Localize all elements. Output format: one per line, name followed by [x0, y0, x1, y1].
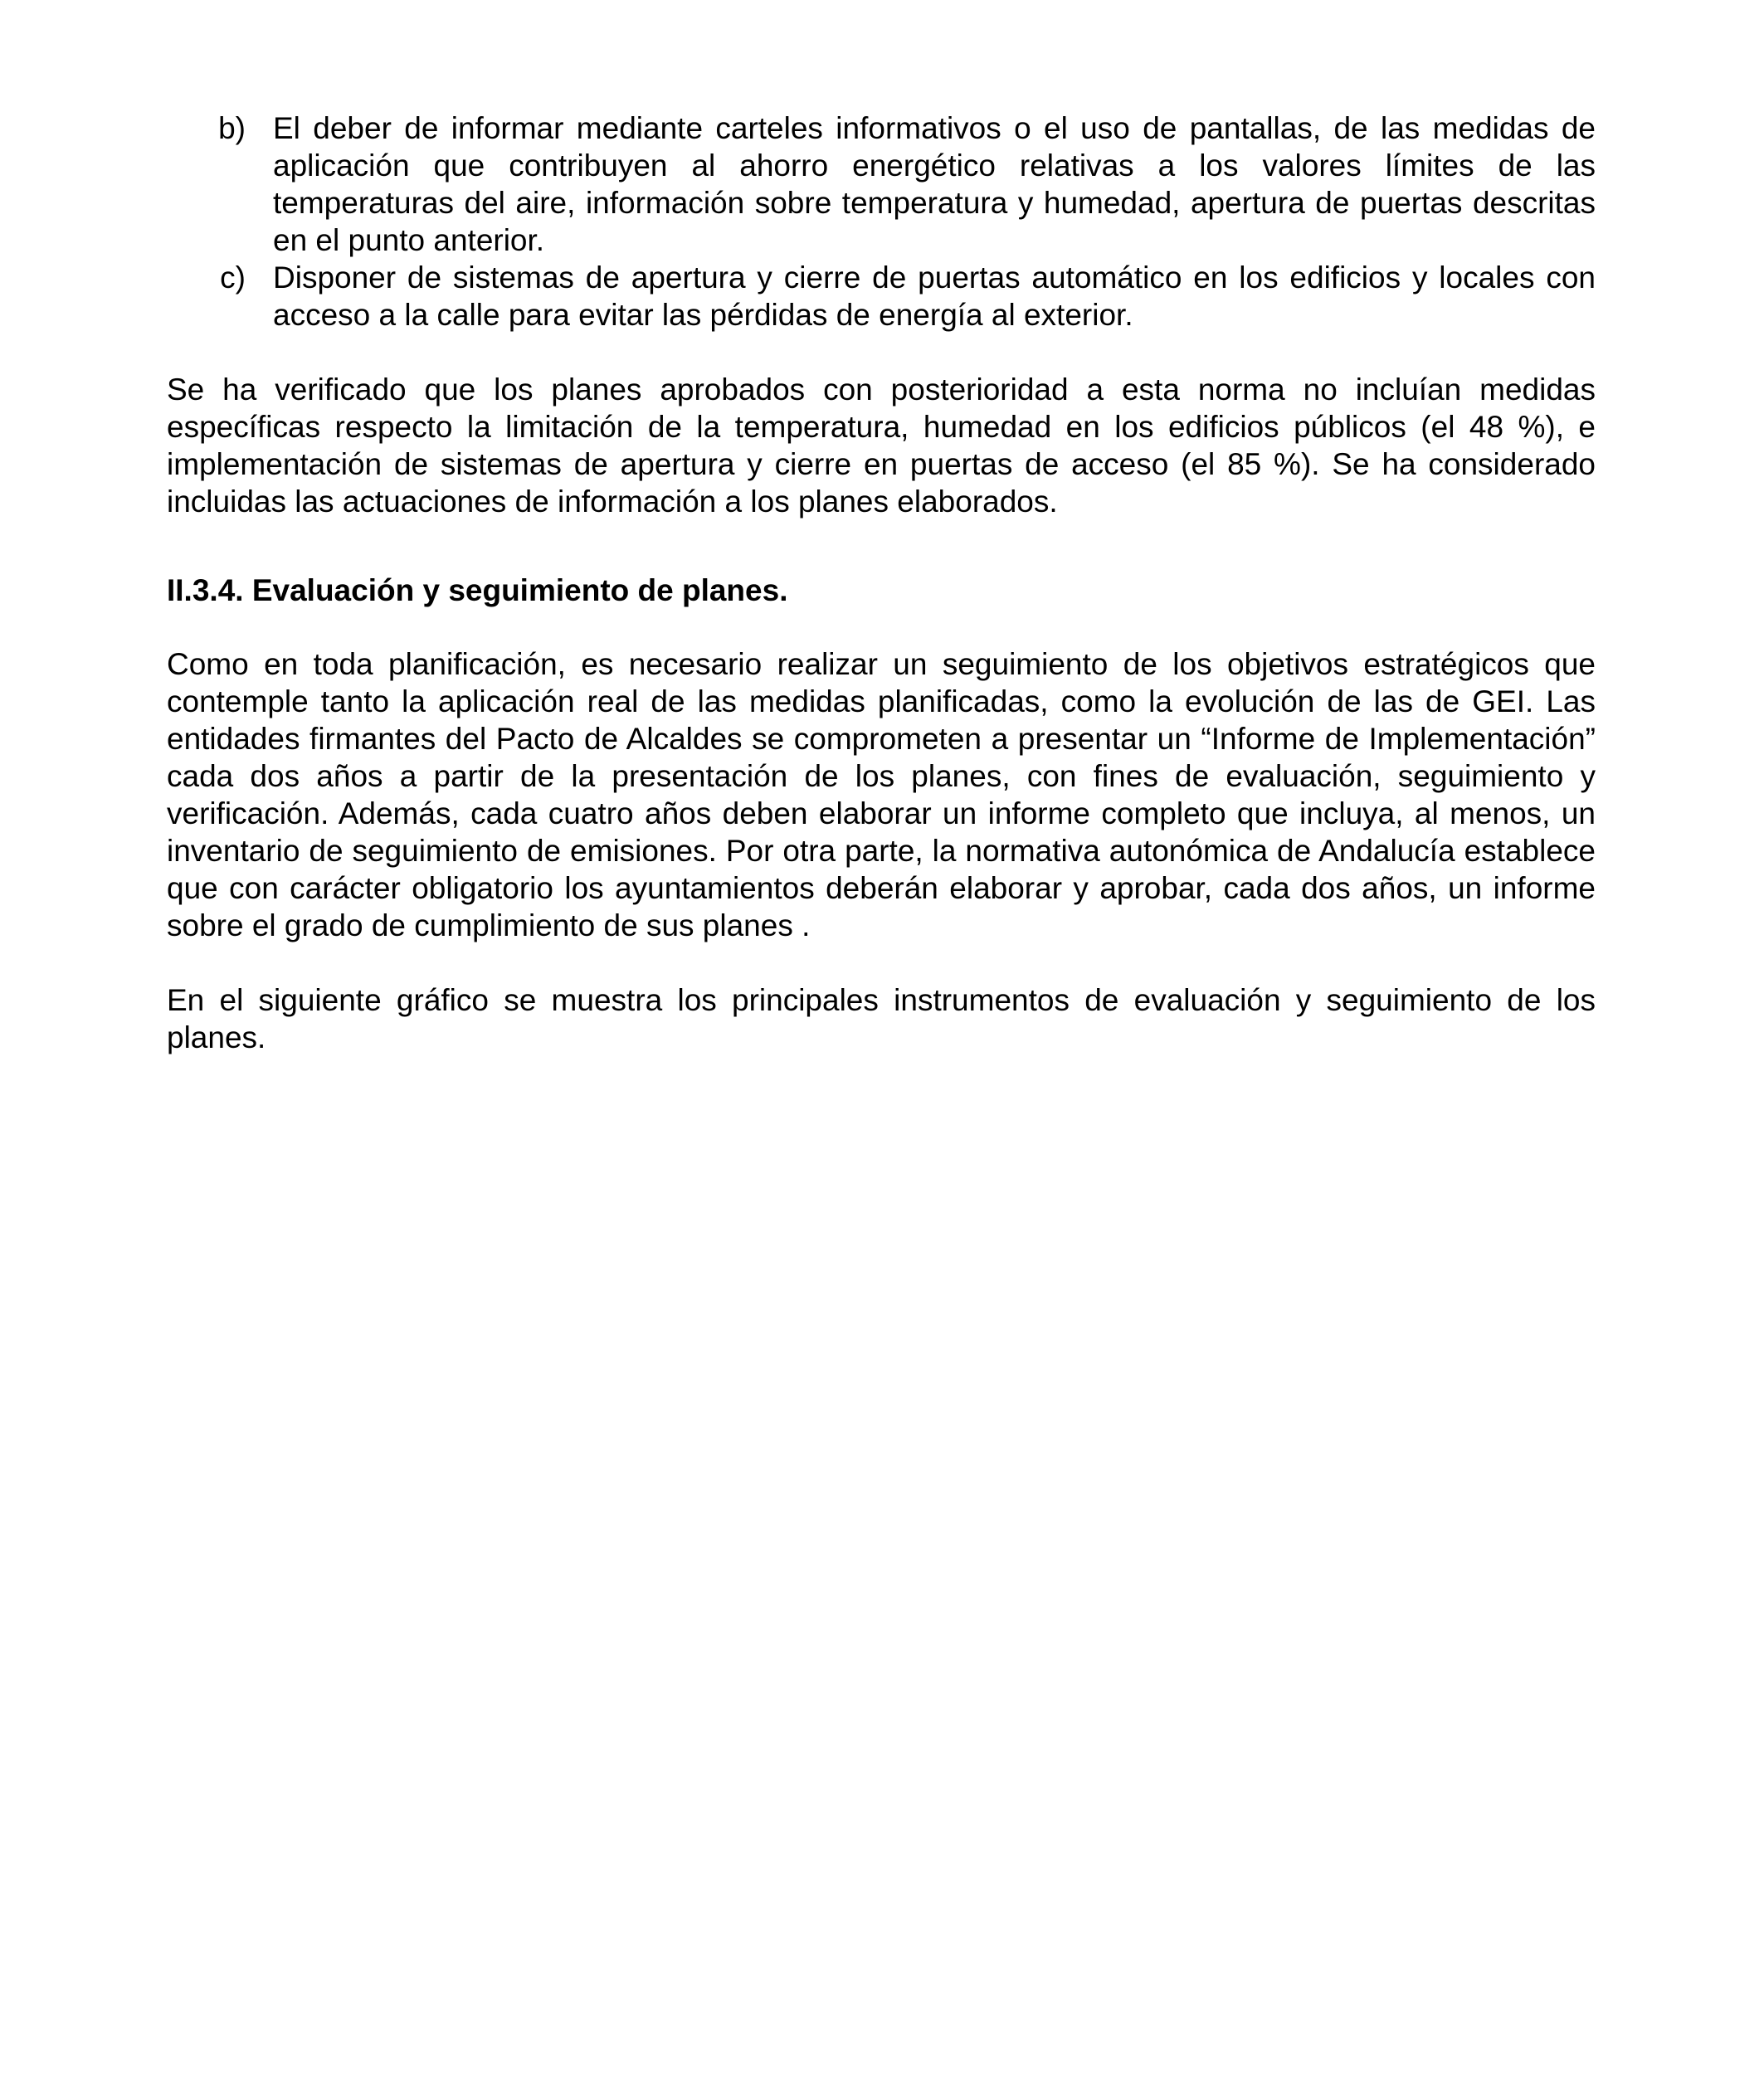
graphic-intro-paragraph: En el siguiente gráfico se muestra los principales instrumentos de evaluación y seguimiento de los planes.: [167, 983, 1596, 1054]
list-item-b-text: El deber de informar mediante carteles informativos o el uso de pantallas, de las medidas de aplicación que contribuyen al ahorro energético relativas a los valores límites de las temperaturas del aire, información sobre temperatura y humedad, apertura de puertas descritas en el punto anterior.: [273, 111, 1596, 257]
planning-paragraph: Como en toda planificación, es necesario realizar un seguimiento de los objetivos estratégicos que contemple tanto la aplicación real de las medidas planificadas, como la evolución de las de GEI. Las entidades firmantes del Pacto de Alcaldes se comprometen a presentar un “Informe de Implementación” cada dos años a partir de la presentación de los planes, con fines de evaluación, seguimiento y verificación. Además, cada cuatro años deben elaborar un informe completo que incluya, al menos, un inventario de seguimiento de emisiones. Por otra parte, la normativa autonómica de Andalucía establece que con carácter obligatorio los ayuntamientos deberán elaborar y aprobar, cada dos años, un informe sobre el grado de cumplimiento de sus planes .: [167, 647, 1596, 942]
section-heading: II.3.4. Evaluación y seguimiento de planes.: [167, 573, 788, 607]
document-page: [167, 110, 1596, 1056]
list-item-c-text: Disponer de sistemas de apertura y cierre de puertas automático en los edificios y locales con acceso a la calle para evitar las pérdidas de energía al exterior.: [273, 260, 1596, 332]
list-marker-b: b): [218, 111, 246, 145]
list-item-b: [167, 110, 1596, 259]
measures-list: [167, 110, 1596, 334]
list-marker-c: c): [220, 260, 246, 295]
list-item-c: [167, 259, 1596, 334]
verification-paragraph: Se ha verificado que los planes aprobados con posterioridad a esta norma no incluían medidas específicas respecto la limitación de la temperatura, humedad en los edificios públicos (el 48 %), e implementación de sistemas de apertura y cierre en puertas de acceso (el 85 %). Se ha considerado incluidas las actuaciones de información a los planes elaborados.: [167, 372, 1596, 519]
